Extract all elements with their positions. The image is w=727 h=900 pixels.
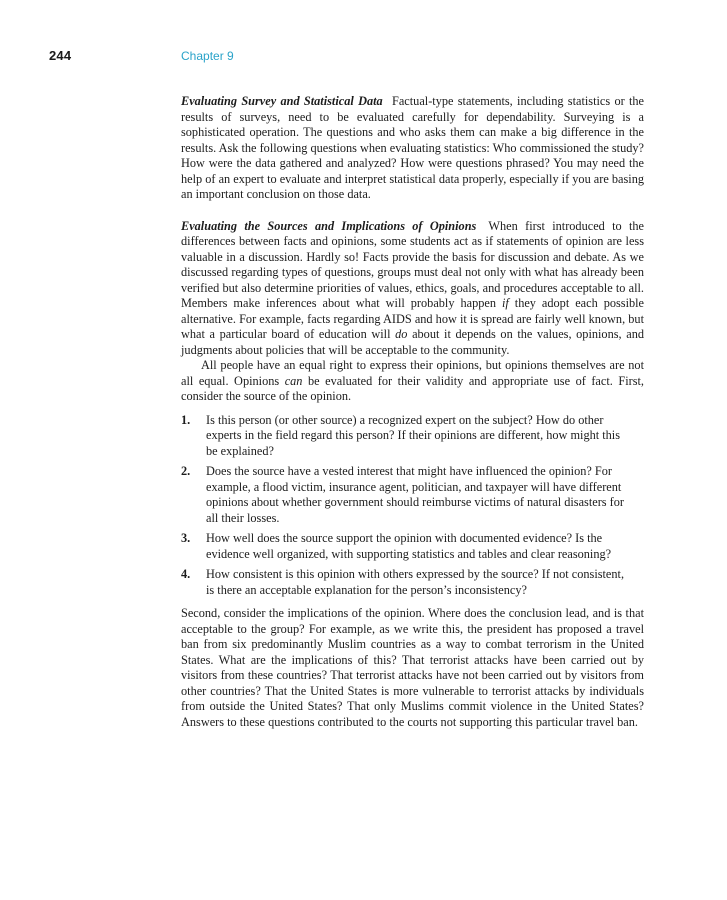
chapter-label: Chapter 9 xyxy=(181,49,234,63)
equal-right-paragraph xyxy=(181,358,644,405)
opinions-text-c: about it depends on the values, opinions, and judgments about policies that will be acceptable to the community. xyxy=(181,327,644,357)
list-item-text: Does the source have a vested interest that might have influenced the opinion? For example, a flood victim, insurance agent, politician, and taxpayer will have different opinions about whether government should reimburse victims of natural disasters for all their losses. xyxy=(206,464,625,525)
list-item xyxy=(181,464,626,526)
body-text xyxy=(181,94,644,730)
opinions-paragraph xyxy=(181,219,644,359)
list-item xyxy=(181,567,626,598)
implications-paragraph: Second, consider the implications of the opinion. Where does the conclusion lead, and is that acceptable to the group? For example, as we write this, the president has proposed a travel ban from six predominantly Muslim countries as a way to combat terrorism in the United States. What are the implications of this? That terrorist attacks have been carried out by visitors from these countries? That terrorist attacks have not been carried out by visitors from other countries? That the United States is more vulnerable to terrorist attacks by individuals from outside the United States? That only Muslims commit violence in the United States? Answers to these questions contributed to the courts not supporting this particular travel ban. xyxy=(181,606,644,729)
opinions-text-b: they adopt each possible alternative. For example, facts regarding AIDS and how it is spread are fairly well known, but what a particular board of education will xyxy=(181,296,645,341)
opinions-emphasis-if: if xyxy=(501,296,509,310)
list-item-text: How consistent is this opinion with others expressed by the source? If not consistent, is there an acceptable explanation for the person’s inconsistency? xyxy=(206,567,625,597)
list-item-number: 4. xyxy=(181,567,191,581)
survey-data-paragraph xyxy=(181,94,644,203)
equal-right-emphasis-can: can xyxy=(284,373,303,388)
page-number: 244 xyxy=(49,48,72,63)
equal-right-text-a: All people have an equal right to express their opinions, but opinions themselves are not all equal. Opinions xyxy=(181,358,644,388)
survey-data-text: Factual-type statements, including statistics or the results of surveys, need to be evaluated carefully for dependability. Surveying is a sophisticated operation. The questions and who asks them can make a big difference in the results. Ask the following questions when evaluating statistics: Who commissioned the study? How were the data gathered and analyzed? How were questions phrased? You may need the help of an expert to evaluate and interpret statistical data properly, especially if you are basing an important conclusion on those data. xyxy=(181,94,645,201)
list-item xyxy=(181,531,626,562)
list-item-number: 3. xyxy=(181,531,191,545)
list-item xyxy=(181,413,626,460)
list-item-number: 1. xyxy=(181,412,191,427)
opinions-emphasis-do: do xyxy=(395,327,408,341)
opinions-text-a: When first introduced to the differences between facts and opinions, some students act as if statements of opinion are less valuable in a discussion. Hardly so! Facts provide the basis for discussion and debate. As we discussed regarding types of questions, groups must deal not only with what has already been verified but also determine priorities of values, ethics, goals, and procedures acceptable to all. Members make inferences about what will probably happen xyxy=(181,218,645,310)
source-questions-list xyxy=(181,413,644,599)
opinions-heading: Evaluating the Sources and Implications of Opinions xyxy=(181,218,477,233)
equal-right-text-b: be evaluated for their validity and appropriate use of fact. First, consider the source of the opinion. xyxy=(181,373,645,403)
survey-data-heading: Evaluating Survey and Statistical Data xyxy=(181,94,383,108)
list-item-text: How well does the source support the opinion with documented evidence? Is the evidence well organized, with supporting statistics and tables and clear reasoning? xyxy=(206,531,612,561)
list-item-text: Is this person (or other source) a recognized expert on the subject? How do other experts in the field regard this person? If their opinions are different, how might this be explained? xyxy=(206,412,620,458)
list-item-number: 2. xyxy=(181,464,191,478)
